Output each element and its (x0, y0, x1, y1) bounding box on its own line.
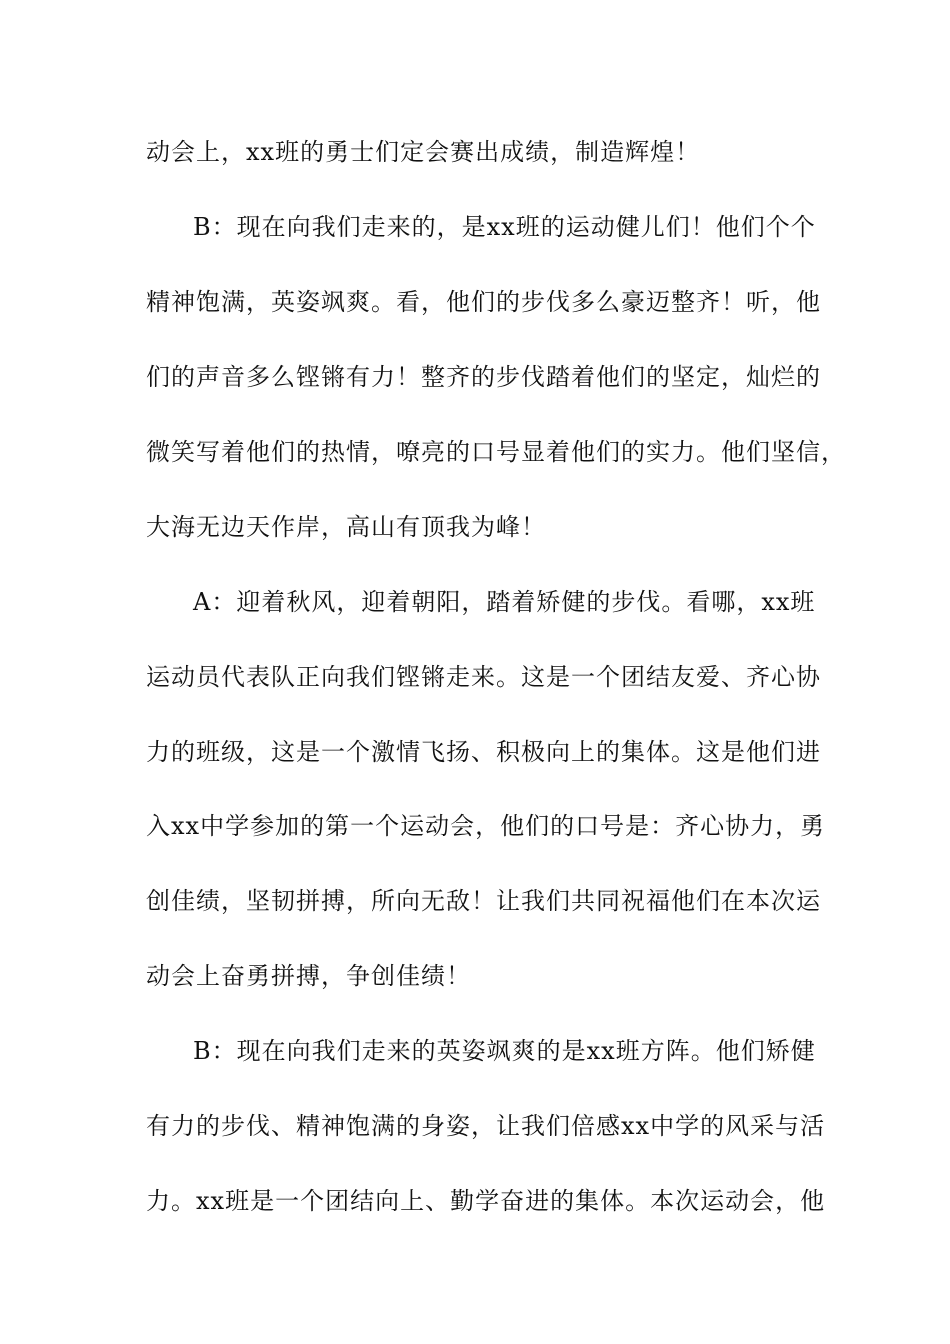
text-line-1: 动会上，xx班的勇士们定会赛出成绩，制造辉煌！ (146, 138, 701, 166)
text-line-3: 精神饱满，英姿飒爽。看，他们的步伐多么豪迈整齐！听，他 (146, 288, 821, 316)
text-line-9: 力的班级，这是一个激情飞扬、积极向上的集体。这是他们进 (146, 738, 821, 766)
text-line-14: 有力的步伐、精神饱满的身姿，让我们倍感xx中学的风采与活 (146, 1112, 826, 1140)
text-line-4: 们的声音多么铿锵有力！整齐的步伐踏着他们的坚定，灿烂的 (146, 363, 821, 391)
text-line-7: A：迎着秋风，迎着朝阳，踏着矫健的步伐。看哪，xx班 (193, 588, 816, 616)
text-line-10: 入xx中学参加的第一个运动会，他们的口号是：齐心协力，勇 (146, 812, 826, 840)
text-line-5: 微笑写着他们的热情，嘹亮的口号显着他们的实力。他们坚信， (146, 438, 846, 466)
text-line-6: 大海无边天作岸，高山有顶我为峰！ (146, 513, 546, 541)
text-line-8: 运动员代表队正向我们铿锵走来。这是一个团结友爱、齐心协 (146, 663, 821, 691)
text-line-13: B：现在向我们走来的英姿飒爽的是xx班方阵。他们矫健 (193, 1037, 816, 1065)
text-line-11: 创佳绩，坚韧拼搏，所向无敌！让我们共同祝福他们在本次运 (146, 887, 821, 915)
text-line-15: 力。xx班是一个团结向上、勤学奋进的集体。本次运动会，他 (146, 1187, 826, 1215)
text-line-12: 动会上奋勇拼搏，争创佳绩！ (146, 962, 471, 990)
text-line-2: B：现在向我们走来的，是xx班的运动健儿们！他们个个 (193, 213, 816, 241)
